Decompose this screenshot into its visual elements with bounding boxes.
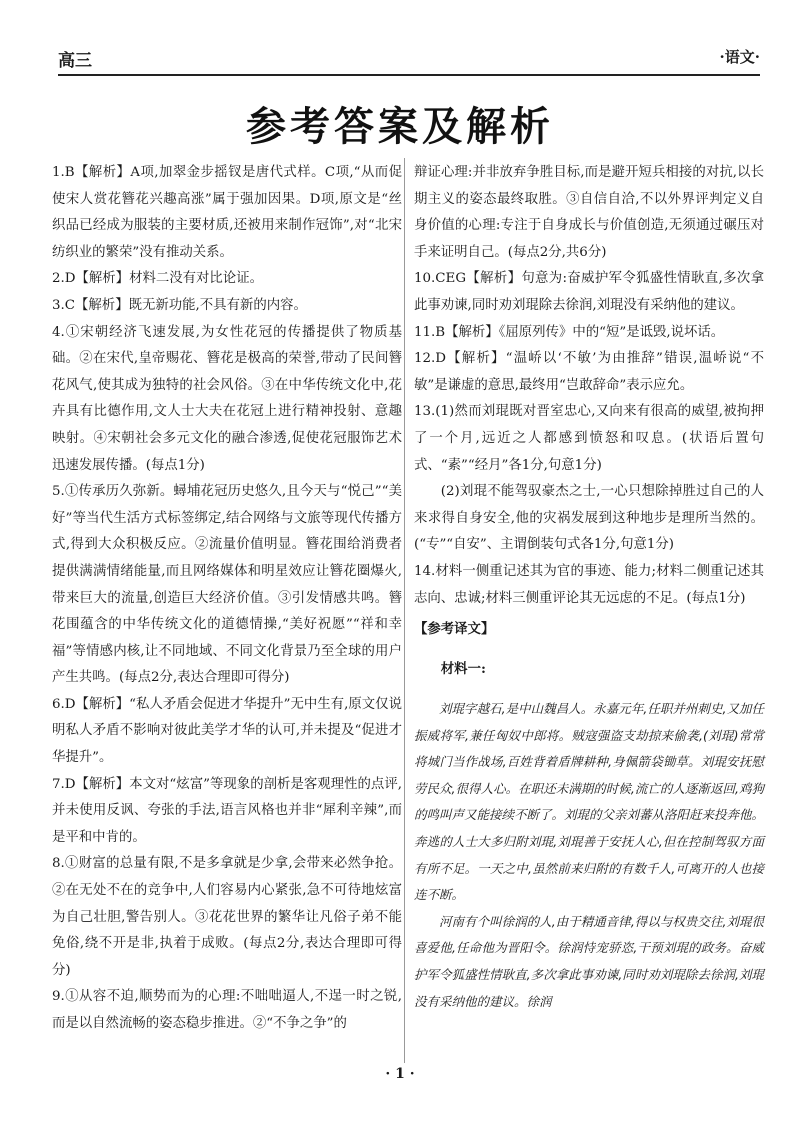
answer-11: 11.B【解析】《屈原列传》中的“短”是诋毁,说坏话。 (414, 324, 725, 340)
answer-4: 4.①宋朝经济飞速发展,为女性花冠的传播提供了物质基础。②在宋代,皇帝赐花、簪花是极高的荣誉,带动了民间簪花风气,使其成为独特的社会风俗。③在中华传统文化中,花卉具有比德作用,文人士大夫在花冠上进行精神投射、意趣映射。④宋朝社会多元文化的融合渗透,促使花冠服饰艺术迅速发展传播。(每点1分) (52, 324, 402, 473)
page-header (58, 44, 760, 76)
answer-3: 3.C【解析】既无新功能,不具有新的内容。 (52, 297, 307, 313)
translation-paragraph: 刘琨字越石,是中山魏昌人。永嘉元年,任职并州刺史,又加任振威将军,兼任匈奴中郎将。贼寇强盗支劫掠来偷袭,(刘琨)常常将城门当作战场,百姓背着盾牌耕种,身佩箭袋锄草。刘琨安抚慰劳民众,很得人心。在职还未满期的时候,流亡的人逐渐返回,鸡狗的鸣叫声又能接续不断了。刘琨的父亲刘蕃从洛阳赶来投奔他。奔逃的人士大多归附刘琨,刘琨善于安抚人心,但在控制驾驭方面有所不足。一天之中,虽然前来归附的有数千人,可离开的人也接连不断。 (414, 701, 765, 903)
left-column (52, 160, 402, 1038)
column-divider (404, 158, 405, 1063)
subject-label: ·语文· (719, 48, 760, 66)
page-title: 参考答案及解析 (246, 104, 554, 150)
answer-6: 6.D【解析】“私人矛盾会促进才华提升”无中生有,原文仅说明私人矛盾不影响对彼此美学才华的认可,并未提及“促进才华提升”。 (52, 696, 402, 766)
page-number: · 1 · (385, 1066, 415, 1082)
translation-material-1: 材料一: (440, 661, 486, 678)
answer-1: 1.B【解析】A项,加翠金步摇钗是唐代式样。C项,“从而促使宋人赏花簪花兴趣高涨”属于强加因果。D项,原文是“丝织品已经成为服装的主要材质,还被用来制作冠饰”,对“北宋纺织业的繁荣”没有推动关系。 (52, 165, 402, 260)
grade-label: 高三 (58, 51, 92, 71)
answer-9-continued: 辩证心理:并非放弃争胜目标,而是避开短兵相接的对抗,以长期主义的姿态最终取胜。③自信自洽,不以外界评判定义自身价值的心理:专注于自身成长与价值创造,无须通过碾压对手来证明自己。(每点2分,共6分) (414, 165, 764, 260)
answer-7: 7.D【解析】本文对“炫富”等现象的剖析是客观理性的点评,并未使用反讽、夸张的手法,语言风格也并非“犀利辛辣”,而是平和中肯的。 (52, 776, 402, 845)
translation-heading: 【参考译文】 (414, 621, 495, 638)
answer-8: 8.①财富的总量有限,不是多拿就是少拿,会带来必然争抢。②在无处不在的竞争中,人们容易内心紧张,急不可待地炫富为自己壮胆,警告别人。③花花世界的繁华让凡俗子弟不能免俗,绕不开是非,执着于成败。(每点2分,表达合理即可得分) (52, 856, 402, 978)
answer-14: 14.材料一侧重记述其为官的事迹、能力;材料二侧重记述其志向、忠诚;材料三侧重评论其无远虑的不足。(每点1分) (414, 563, 764, 606)
answer-2: 2.D【解析】材料二没有对比论证。 (52, 271, 263, 287)
right-column (414, 160, 764, 1015)
translation-paragraph: 河南有个叫徐润的人,由于精通音律,得以与权贵交往,刘琨很喜爱他,任命他为晋阳令。徐润恃宠骄恣,干预刘琨的政务。奋威护军令狐盛性情耿直,多次拿此事劝谏,同时劝刘琨除去徐润,刘琨没有采纳他的建议。徐润 (414, 913, 764, 1009)
answer-13-1: 13.(1)然而刘琨既对晋室忠心,又向来有很高的威望,被拘押了一个月,远近之人都感到愤怒和叹息。(状语后置句式、“素”“经月”各1分,句意1分) (414, 404, 764, 473)
answer-10: 10.CEG【解析】句意为:奋威护军令狐盛性情耿直,多次拿此事劝谏,同时劝刘琨除去徐润,刘琨没有采纳他的建议。 (414, 271, 764, 313)
answer-13-2: (2)刘琨不能驾驭豪杰之士,一心只想除掉胜过自己的人来求得自身安全,他的灾祸发展到这种地步是理所当然的。(“专”“自安”、主谓倒装句式各1分,句意1分) (414, 484, 764, 553)
answer-12: 12.D【解析】“温峤以‘不敏’为由推辞”错误,温峤说“不敏”是谦虚的意思,最终用“岂敢辞命”表示应允。 (414, 351, 764, 393)
answer-9: 9.①从容不迫,顺势而为的心理:不咄咄逼人,不逞一时之锐,而是以自然流畅的姿态稳步推进。②“不争之争”的 (52, 989, 402, 1031)
answer-5: 5.①传承历久弥新。蟳埔花冠历史悠久,且今天与“悦己”“美好”等当代生活方式标签绑定,结合网络与文旅等现代传播方式,得到大众积极反应。②流量价值明显。簪花围给消费者提供满满情绪能量,而且网络媒体和明星效应让簪花圈爆火,带来巨大的流量,创造巨大经济价值。③引发情感共鸣。簪花围蕴含的中华传统文化的道德情操,“美好祝愿”“祥和幸福”等情感内核,让不同地域、不同文化背景乃至全球的用户产生共鸣。(每点2分,表达合理即可得分) (52, 484, 402, 686)
